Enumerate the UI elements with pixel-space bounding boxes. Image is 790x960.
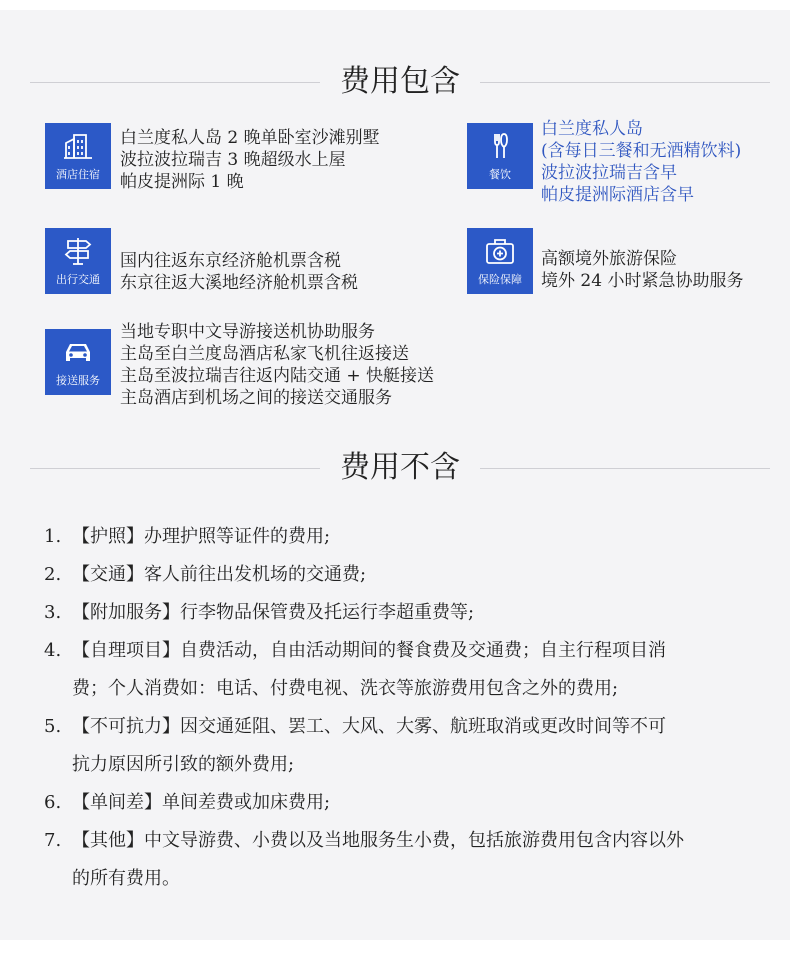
dining-details [541,118,741,206]
transport-badge [45,228,111,294]
item-text: 抗力原因所引致的额外费用; [72,754,295,775]
list-item [44,594,764,632]
included-heading [30,60,770,104]
hotel-details [120,127,380,193]
building-icon [63,131,93,161]
list-item [44,632,764,708]
insurance-caption: 保险保障 [478,273,522,286]
transport-line: 国内往返东京经济舱机票含税 [120,251,341,271]
transfer-line: 主岛至白兰度岛酒店私家飞机往返接送 [120,344,409,364]
item-number: 7. [44,830,62,851]
insurance-details [541,248,743,292]
list-item [44,518,764,556]
item-number: 4. [44,640,62,661]
item-text: 费；个人消费如：电话、付费电视、洗衣等旅游费用包含之外的费用; [72,678,619,699]
transport-caption: 出行交通 [56,273,100,286]
signpost-icon [63,236,93,266]
excluded-heading-title: 费用不含 [340,450,460,485]
list-item [44,822,764,898]
item-number: 3. [44,602,62,623]
list-item [44,556,764,594]
dining-line: 帕皮提洲际酒店含早 [541,185,694,205]
transfer-line: 当地专职中文导游接送机协助服务 [120,322,375,342]
insurance-badge [467,228,533,294]
excluded-heading [30,446,770,490]
transfer-badge [45,329,111,395]
transport-details [120,250,358,294]
dining-caption: 餐饮 [489,168,511,181]
transfer-caption: 接送服务 [56,374,100,387]
item-text: 【自理项目】自费活动，自由活动期间的餐食费及交通费；自主行程项目消 [72,640,666,661]
item-text: 【不可抗力】因交通延阻、罢工、大风、大雾、航班取消或更改时间等不可 [72,716,666,737]
item-text: 【交通】客人前往出发机场的交通费; [72,564,367,585]
item-text: 的所有费用。 [72,868,180,889]
hotel-line: 白兰度私人岛 2 晚单卧室沙滩别墅 [120,128,380,148]
transfer-details [120,321,434,409]
dining-line: (含每日三餐和无酒精饮料) [541,141,742,161]
medkit-icon [485,236,515,266]
item-number: 2. [44,564,62,585]
utensils-icon [485,131,515,161]
list-item [44,784,764,822]
included-heading-title: 费用包含 [340,64,460,99]
item-text: 【其他】中文导游费、小费以及当地服务生小费，包括旅游费用包含内容以外 [72,830,684,851]
content-panel [0,10,790,940]
item-text: 【单间差】单间差费或加床费用; [72,792,331,813]
hotel-caption: 酒店住宿 [56,168,100,181]
hotel-badge [45,123,111,189]
item-number: 6. [44,792,62,813]
excluded-list [44,518,764,898]
car-icon [63,337,93,367]
list-item [44,708,764,784]
transfer-line: 主岛酒店到机场之间的接送交通服务 [120,388,392,408]
dining-line: 波拉波拉瑞吉含早 [541,163,677,183]
dining-badge [467,123,533,189]
item-number: 5. [44,716,62,737]
item-text: 【护照】办理护照等证件的费用; [72,526,331,547]
dining-line: 白兰度私人岛 [541,119,643,139]
hotel-line: 帕皮提洲际 1 晚 [120,172,244,192]
item-text: 【附加服务】行李物品保管费及托运行李超重费等; [72,602,475,623]
transfer-line: 主岛至波拉瑞吉往返内陆交通 + 快艇接送 [120,366,435,386]
insurance-line: 高额境外旅游保险 [541,249,677,269]
transport-line: 东京往返大溪地经济舱机票含税 [120,273,358,293]
hotel-line: 波拉波拉瑞吉 3 晚超级水上屋 [120,150,346,170]
insurance-line: 境外 24 小时紧急协助服务 [541,271,744,291]
item-number: 1. [44,526,62,547]
